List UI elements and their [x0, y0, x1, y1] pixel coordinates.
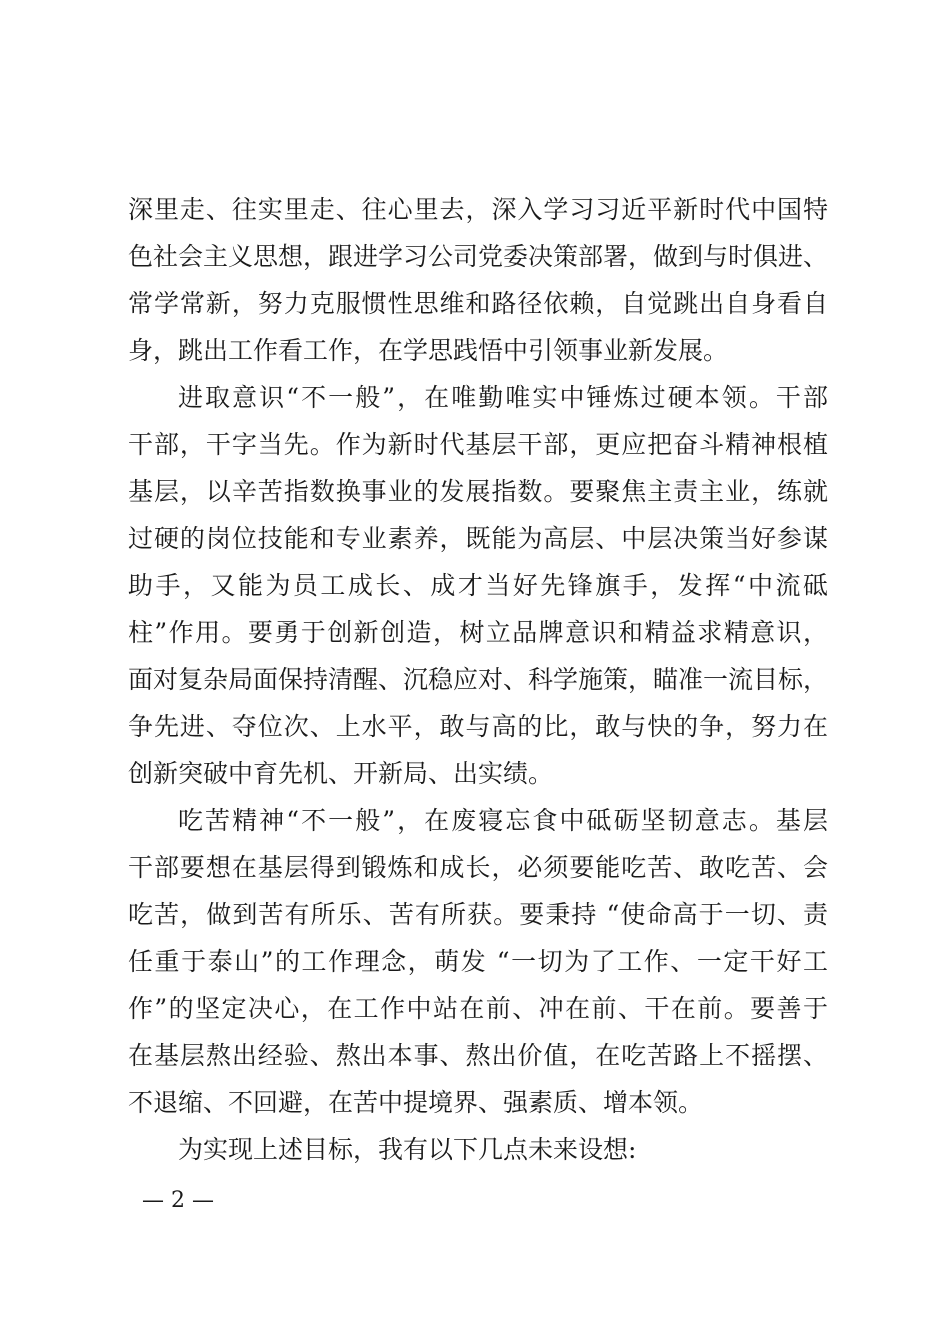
paragraph-3-line-4: 任重于泰山”的工作理念，萌发 “一切为了工作、一定干好工 [128, 947, 828, 976]
paragraph-2-line-9: 创新突破中育先机、开新局、出实绩。 [128, 759, 554, 788]
paragraph-2-line-6: 柱”作用。要勇于创新创造，树立品牌意识和精益求精意识， [128, 618, 828, 647]
paragraph-2-line-5: 助手，又能为员工成长、成才当好先锋旗手，发挥“中流砥 [128, 571, 828, 600]
paragraph-2-line-4: 过硬的岗位技能和专业素养，既能为高层、中层决策当好参谋 [128, 524, 828, 553]
paragraph-2-line-1: 进取意识“不一般”，在唯勤唯实中锤炼过硬本领。干部 [178, 383, 828, 412]
paragraph-3-line-7: 不退缩、不回避，在苦中提境界、强素质、增本领。 [128, 1088, 704, 1117]
paragraph-2-line-8: 争先进、夺位次、上水平，敢与高的比，敢与快的争，努力在 [128, 712, 828, 741]
paragraph-2-line-3: 基层，以辛苦指数换事业的发展指数。要聚焦主责主业，练就 [128, 477, 828, 506]
paragraph-2-line-7: 面对复杂局面保持清醒、沉稳应对、科学施策，瞄准一流目标， [128, 665, 829, 694]
paragraph-3-line-3: 吃苦，做到苦有所乐、苦有所获。要秉持 “使命高于一切、责 [128, 900, 828, 929]
paragraph-1-line-1: 深里走、往实里走、往心里去，深入学习习近平新时代中国特 [128, 195, 828, 224]
paragraph-3-line-2: 干部要想在基层得到锻炼和成长，必须要能吃苦、敢吃苦、会 [128, 853, 828, 882]
paragraph-1-line-4: 身，跳出工作看工作，在学思践悟中引领事业新发展。 [128, 336, 729, 365]
paragraph-3-line-5: 作”的坚定决心，在工作中站在前、冲在前、干在前。要善于 [128, 994, 828, 1023]
paragraph-1-line-3: 常学常新，努力克服惯性思维和路径依赖，自觉跳出自身看自 [128, 289, 828, 318]
paragraph-3-line-1: 吃苦精神“不一般”，在废寝忘食中砥砺坚韧意志。基层 [178, 806, 828, 835]
paragraph-4-line-1: 为实现上述目标，我有以下几点未来设想: [178, 1135, 637, 1164]
page-number: — 2 — [142, 1188, 214, 1213]
paragraph-1-line-2: 色社会主义思想，跟进学习公司党委决策部署，做到与时俱进、 [128, 242, 829, 271]
document-body [128, 186, 828, 1173]
paragraph-2-line-2: 干部，干字当先。作为新时代基层干部，更应把奋斗精神根植 [128, 430, 828, 459]
paragraph-3-line-6: 在基层熬出经验、熬出本事、熬出价值，在吃苦路上不摇摆、 [128, 1041, 828, 1070]
